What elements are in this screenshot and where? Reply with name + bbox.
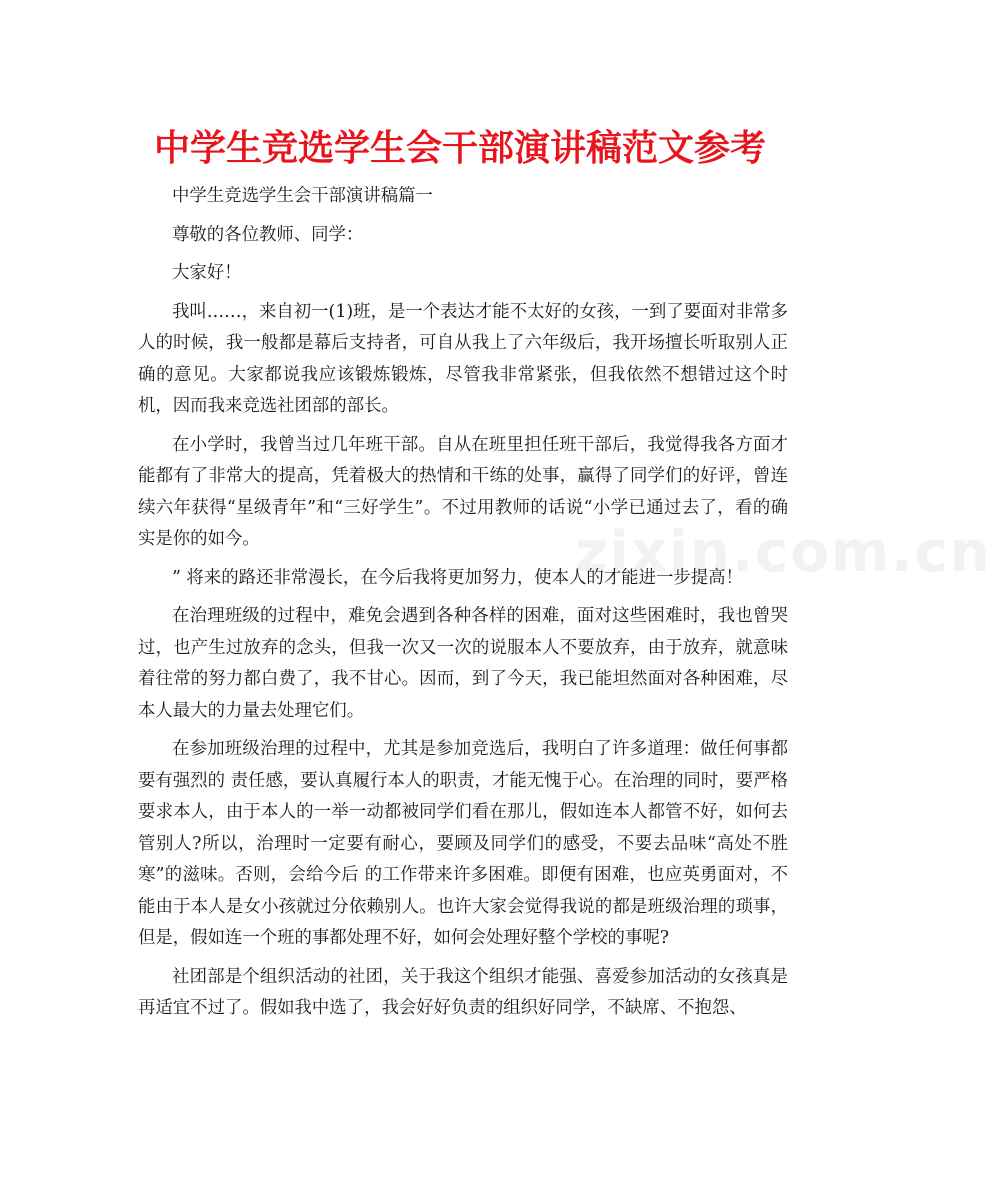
paragraph: 在小学时，我曾当过几年班干部。自从在班里担任班干部后，我觉得我各方面才能都有了非常大的提高，凭着极大的热情和干练的处事，赢得了同学们的好评，曾连续六年获得“星级青年”和“三好学生”。不过用教师的话说“小学已通过去了，看的确实是你的如今。: [138, 434, 788, 549]
paragraph-greeting: 大家好！: [172, 263, 242, 283]
paragraph: ” 将来的路还非常漫长，在今后我将更加努力，使本人的才能进一步提高！: [172, 567, 743, 588]
document-title: 中学生竞选学生会干部演讲稿范文参考: [153, 127, 766, 169]
paragraph: 在参加班级治理的过程中，尤其是参加竞选后，我明白了许多道理：做任何事都要有强烈的 责任感，要认真履行本人的职责，才能无愧于心。在治理的同时，要严格要求本人，由于本人的一举一动都被同学们看在那儿，假如连本人都管不好，如何去管别人?所以，治理时一定要有耐心，要顾及同学们的感受，不要去品味“高处不胜寒”的滋味。否则，会给今后 的工作带来许多困难。即便有困难，也应英勇面对，不能由于本人是女小孩就过分依赖别人。也许大家会觉得我说的都是班级治理的琐事，但是，假如连一个班的事都处理不好，如何会处理好整个学校的事呢?: [138, 739, 788, 948]
paragraph: 在治理班级的过程中，难免会遇到各种各样的困难，面对这些困难时，我也曾哭过，也产生过放弃的念头，但我一次又一次的说服本人不要放弃，由于放弃，就意味着往常的努力都白费了，我不甘心。因而，到了今天，我已能坦然面对各种困难，尽本人最大的力量去处理它们。: [138, 606, 788, 721]
watermark: zixin.com.cn: [575, 520, 992, 585]
paragraph: 社团部是个组织活动的社团，关于我这个组织才能强、喜爱参加活动的女孩真是再适宜不过了。假如我中选了，我会好好负责的组织好同学，不缺席、不抱怨、: [138, 966, 788, 1018]
document-body: [138, 181, 788, 1032]
paragraph-heading: 中学生竞选学生会干部演讲稿篇一: [172, 186, 433, 206]
paragraph-salutation: 尊敬的各位教师、同学：: [172, 224, 364, 245]
paragraph: 我叫……，来自初一(1)班，是一个表达才能不太好的女孩，一到了要面对非常多人的时候，我一般都是幕后支持者，可自从我上了六年级后，我开场擅长听取别人正确的意见。大家都说我应该锻炼锻炼，尽管我非常紧张，但我依然不想错过这个时机，因而我来竞选社团部的部长。: [138, 301, 788, 416]
